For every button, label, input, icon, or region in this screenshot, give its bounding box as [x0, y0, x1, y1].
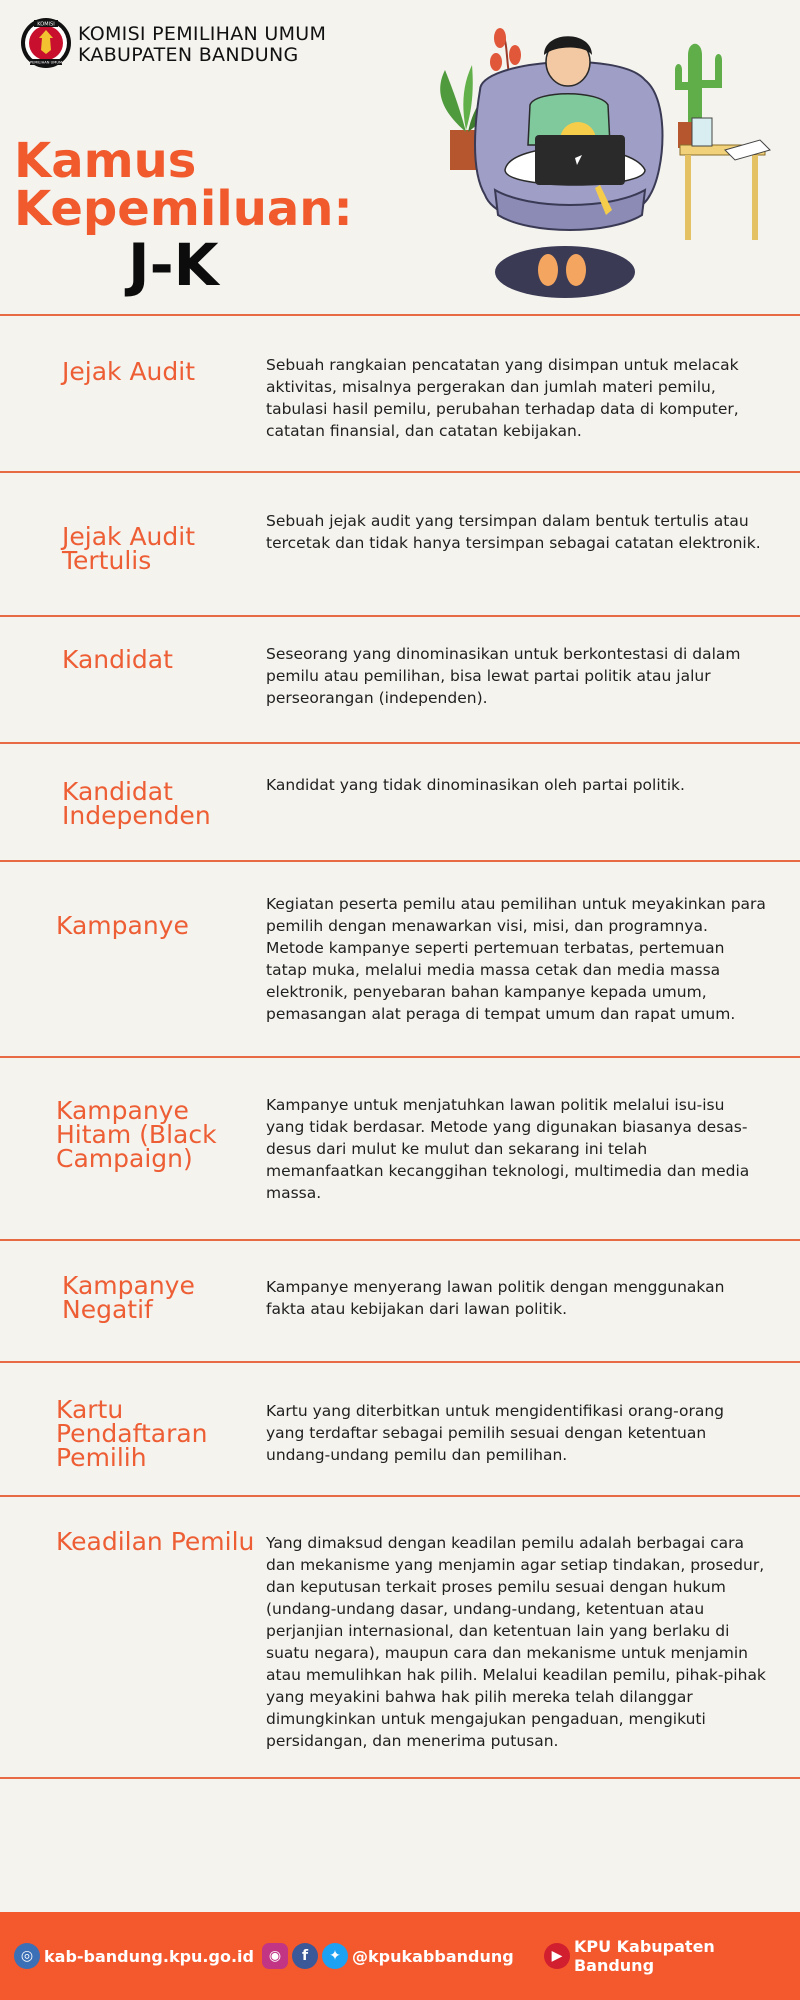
- website-link[interactable]: kab-bandung.kpu.go.id: [44, 1946, 254, 1966]
- divider: [0, 1777, 800, 1779]
- divider: [0, 615, 800, 617]
- term-definition: Kandidat yang tidak dinominasikan oleh partai politik.: [266, 776, 685, 794]
- title-line-1: Kamus: [14, 133, 197, 189]
- org-line-1: KOMISI PEMILIHAN UMUM: [78, 23, 327, 45]
- term-title: Kartu Pendaftaran Pemilih: [56, 1395, 208, 1472]
- youtube-icon[interactable]: ▶: [544, 1943, 570, 1969]
- term-title: Keadilan Pemilu: [56, 1527, 255, 1556]
- term-definition: Yang dimaksud dengan keadilan pemilu adalah berbagai cara dan mekanisme yang menjamin agar setiap tindakan, prosedur, dan keputusan terkait proses pemilu sesuai dengan hukum (undang-undang dasar, undang-undang, ketentuan atau perjanjian internasional, dan ketentuan lain yang berlaku di suatu negara), maupun cara dan mekanisme untuk menjamin atau memulihkan hak pilih. Melalui keadilan pemilu, pihak-pihak yang meyakini bahwa hak pilih mereka telah dilanggar dimungkinkan untuk mengajukan pengaduan, mengikuti persidangan, dan menerima putusan.: [266, 1534, 766, 1750]
- facebook-icon[interactable]: f: [292, 1943, 318, 1969]
- organization-name: [78, 24, 326, 66]
- svg-text:PEMILIHAN UMUM: PEMILIHAN UMUM: [29, 60, 63, 65]
- title-letters: J-K: [128, 231, 219, 299]
- term-definition: Kegiatan peserta pemilu atau pemilihan untuk meyakinkan para pemilih dengan menawarkan visi, misi, dan programnya. Metode kampanye seperti pertemuan terbatas, pertemuan tatap muka, melalui media massa cetak dan media massa elektronik, penyebaran bahan kampanye kepada umum, pemasangan alat peraga di tempat umum dan rapat umum.: [266, 895, 766, 1023]
- divider: [0, 860, 800, 862]
- footer-website[interactable]: [14, 1912, 254, 2000]
- term-definition: Kampanye menyerang lawan politik dengan menggunakan fakta atau kebijakan dari lawan politik.: [266, 1278, 725, 1318]
- term-definition: Sebuah jejak audit yang tersimpan dalam bentuk tertulis atau tercetak dan tidak hanya tersimpan sebagai catatan elektronik.: [266, 512, 761, 552]
- divider: [0, 1361, 800, 1363]
- divider: [0, 1056, 800, 1058]
- term-title: Jejak Audit: [62, 357, 196, 386]
- term-title: Jejak Audit Tertulis: [62, 522, 196, 575]
- term-title: Kampanye: [56, 911, 189, 940]
- term-definition: Sebuah rangkaian pencatatan yang disimpan untuk melacak aktivitas, misalnya pergerakan dan jumlah materi pemilu, tabulasi hasil pemilu, perubahan terhadap data di komputer, catatan finansial, dan catatan kebijakan.: [266, 356, 739, 440]
- twitter-icon[interactable]: ✦: [322, 1943, 348, 1969]
- term-definition: Seseorang yang dinominasikan untuk berkontestasi di dalam pemilu atau pemilihan, bisa lewat partai politik atau jalur perseorangan (independen).: [266, 645, 741, 707]
- term-title: Kampanye Negatif: [62, 1271, 195, 1324]
- divider: [0, 1239, 800, 1241]
- divider: [0, 314, 800, 316]
- footer: [0, 1912, 800, 2000]
- divider: [0, 471, 800, 473]
- header: [0, 0, 800, 315]
- divider: [0, 1495, 800, 1497]
- globe-icon: ◎: [14, 1943, 40, 1969]
- footer-youtube[interactable]: [544, 1912, 800, 2000]
- footer-social[interactable]: [262, 1912, 514, 2000]
- kpu-logo: [20, 14, 72, 72]
- term-definition: Kampanye untuk menjatuhkan lawan politik melalui isu-isu yang tidak berdasar. Metode yang digunakan biasanya desas-desus dari mulut ke mulut dan sekarang ini telah memanfaatkan kecanggihan teknologi, multimedia dan media massa.: [266, 1096, 750, 1202]
- divider: [0, 742, 800, 744]
- term-title: Kandidat: [62, 645, 173, 674]
- title-line-2: Kepemiluan:: [14, 181, 353, 237]
- instagram-icon[interactable]: ◉: [262, 1943, 288, 1969]
- youtube-channel[interactable]: KPU Kabupaten Bandung: [573, 1937, 715, 1975]
- svg-text:KOMISI: KOMISI: [37, 21, 55, 28]
- term-definition: Kartu yang diterbitkan untuk mengidentifikasi orang-orang yang terdaftar sebagai pemilih sesuai dengan ketentuan undang-undang pemilu dan pemilihan.: [266, 1402, 724, 1464]
- org-line-2: KABUPATEN BANDUNG: [78, 44, 299, 66]
- term-title: Kandidat Independen: [62, 777, 211, 830]
- social-handle[interactable]: @kpukabbandung: [352, 1946, 514, 1966]
- person-laptop-illustration: [430, 10, 775, 300]
- term-title: Kampanye Hitam (Black Campaign): [56, 1096, 217, 1173]
